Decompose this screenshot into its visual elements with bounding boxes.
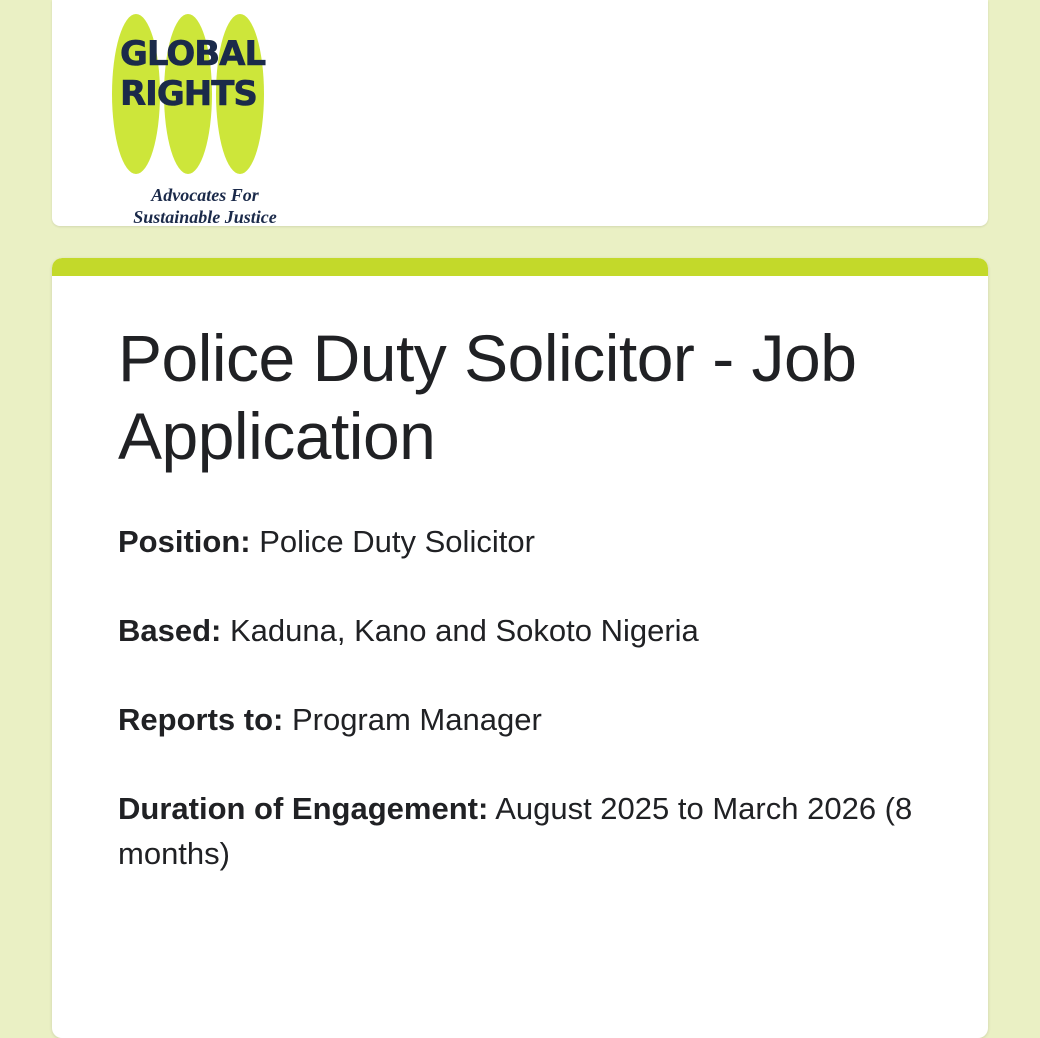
form-accent-bar bbox=[52, 258, 988, 276]
logo-tagline-line-1: Advocates For bbox=[151, 185, 259, 205]
form-detail-reports-to bbox=[118, 698, 940, 743]
form-detail-position-label: Position: bbox=[118, 523, 251, 559]
logo-wordmark-line-1: GLOBAL bbox=[120, 34, 266, 74]
page-title: Police Duty Solicitor - Job Application bbox=[118, 321, 857, 473]
logo-tagline-line-2: Sustainable Justice bbox=[133, 207, 277, 226]
form-detail-duration bbox=[118, 787, 940, 877]
logo-header-card bbox=[52, 0, 988, 226]
global-rights-logo bbox=[60, 6, 280, 226]
form-detail-based-value: Kaduna, Kano and Sokoto Nigeria bbox=[230, 612, 699, 648]
logo-wordmark-line-2: RIGHTS bbox=[120, 74, 257, 114]
form-detail-duration-label: Duration of Engagement: bbox=[118, 790, 489, 826]
logo-tagline bbox=[110, 184, 300, 226]
form-detail-reports-to-value: Program Manager bbox=[291, 701, 542, 737]
form-detail-based bbox=[118, 609, 940, 654]
logo-wordmark bbox=[120, 34, 280, 114]
form-detail-duration-value: August 2025 to March 2026 (8 months) bbox=[118, 790, 913, 871]
form-detail-reports-to-label: Reports to: bbox=[118, 701, 284, 737]
form-header-section bbox=[52, 276, 988, 960]
form-card bbox=[52, 258, 988, 1038]
form-detail-position-value: Police Duty Solicitor bbox=[259, 523, 535, 559]
form-detail-based-label: Based: bbox=[118, 612, 222, 648]
form-detail-position bbox=[118, 520, 940, 565]
